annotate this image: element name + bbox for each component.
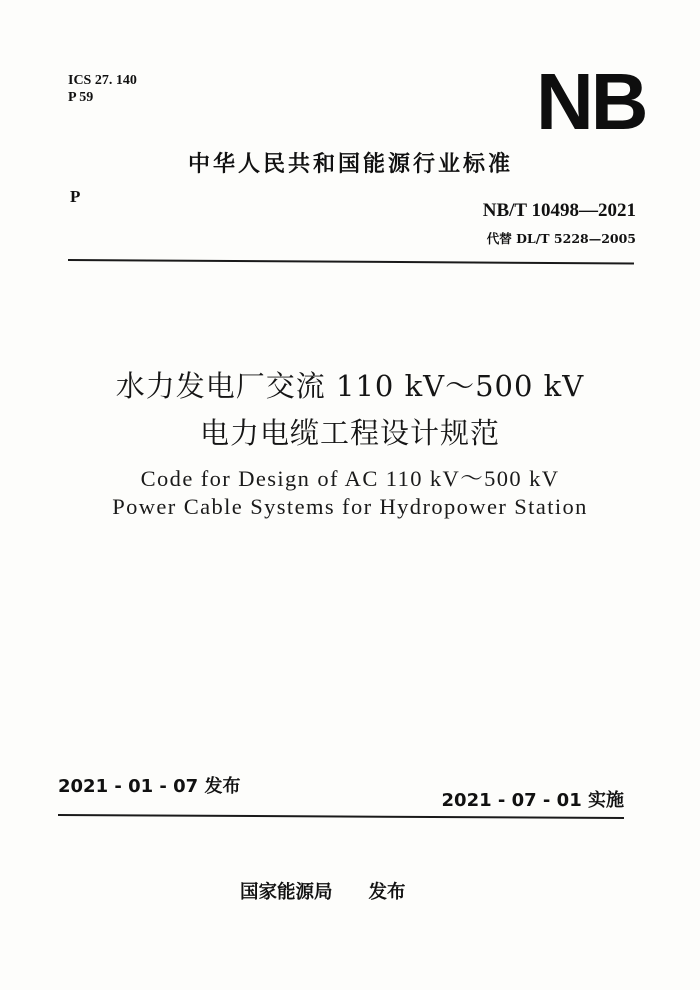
standard-type-heading: 中华人民共和国能源行业标准 bbox=[188, 152, 514, 177]
category-letter: P bbox=[70, 187, 81, 206]
ccs-code: P 59 bbox=[68, 90, 94, 105]
publisher-line bbox=[240, 878, 406, 904]
replaces-note: 代替 DL/T 5228—2005 bbox=[486, 231, 636, 246]
standard-number: NB/T 10498—2021 bbox=[482, 200, 636, 221]
header-divider bbox=[68, 259, 634, 264]
footer-divider bbox=[58, 814, 624, 818]
publish-action: 发布 bbox=[368, 882, 406, 903]
title-en-line-2: Power Cable Systems for Hydropower Station bbox=[112, 494, 588, 519]
publisher-name: 国家能源局 bbox=[240, 882, 333, 903]
ics-code: ICS 27. 140 bbox=[68, 73, 137, 88]
title-cn-line-2: 电力电缆工程设计规范 bbox=[199, 416, 500, 450]
title-cn-line-1: 水力发电厂交流 110 kV～500 kV bbox=[115, 369, 585, 403]
implementation-date: 2021 - 07 - 01 实施 bbox=[441, 790, 624, 811]
issue-date: 2021 - 01 - 07 发布 bbox=[58, 776, 241, 797]
classification-codes bbox=[68, 72, 137, 106]
title-en-line-1: Code for Design of AC 110 kV～500 kV bbox=[140, 466, 560, 491]
nb-logo: NB bbox=[536, 57, 646, 146]
